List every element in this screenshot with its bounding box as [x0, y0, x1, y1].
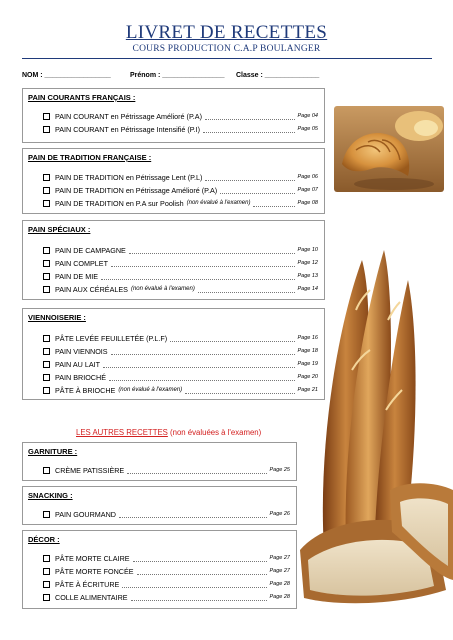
section-decor	[22, 530, 297, 609]
checkbox[interactable]	[43, 174, 50, 181]
list-item: PAIN DE CAMPAGNE Page 10	[43, 245, 318, 255]
section-title: VIENNOISERIE :	[28, 313, 86, 322]
list-item: PAIN DE MIE Page 13	[43, 271, 318, 281]
list-item: PAIN DE TRADITION en P.A sur Poolish (non évalué à l'examen) Page 08	[43, 198, 318, 208]
croissant-image	[334, 106, 444, 192]
checkbox[interactable]	[43, 273, 50, 280]
checkbox[interactable]	[43, 247, 50, 254]
section-title: GARNITURE :	[28, 447, 78, 456]
checkbox[interactable]	[43, 260, 50, 267]
checkbox[interactable]	[43, 348, 50, 355]
checkbox[interactable]	[43, 200, 50, 207]
section-pain-speciaux	[22, 220, 325, 300]
section-title: PAIN DE TRADITION FRANÇAISE :	[28, 153, 152, 162]
section-title: PAIN COURANTS FRANÇAIS :	[28, 93, 136, 102]
section-garniture	[22, 442, 297, 481]
list-item: PÂTE À BRIOCHE (non évalué à l'examen) Page 21	[43, 385, 318, 395]
checkbox[interactable]	[43, 126, 50, 133]
checkbox[interactable]	[43, 286, 50, 293]
checkbox[interactable]	[43, 467, 50, 474]
checkbox[interactable]	[43, 387, 50, 394]
list-item: PAIN COURANT en Pétrissage Intensifié (P.I) Page 05	[43, 124, 318, 134]
section-viennoiserie	[22, 308, 325, 400]
list-item: PÂTE MORTE CLAIRE Page 27	[43, 553, 290, 563]
section-title: DÉCOR :	[28, 535, 60, 544]
checkbox[interactable]	[43, 113, 50, 120]
list-item: CRÈME PATISSIÈRE Page 25	[43, 465, 290, 475]
list-item: PAIN GOURMAND Page 26	[43, 509, 290, 519]
baguettes-image	[296, 250, 453, 610]
list-item: PÂTE À ÉCRITURE Page 28	[43, 579, 290, 589]
checkbox[interactable]	[43, 374, 50, 381]
section-snacking	[22, 486, 297, 525]
list-item: PÂTE LEVÉE FEUILLETÉE (P.L.F) Page 16	[43, 333, 318, 343]
section-pain-courants	[22, 88, 325, 143]
checkbox[interactable]	[43, 361, 50, 368]
list-item: PAIN VIENNOIS Page 18	[43, 346, 318, 356]
list-item: PÂTE MORTE FONCÉE Page 27	[43, 566, 290, 576]
list-item: PAIN COURANT en Pétrissage Amélioré (P.A) Page 04	[43, 111, 318, 121]
list-item: PAIN AUX CÉRÉALES (non évalué à l'examen) Page 14	[43, 284, 318, 294]
page-title: LIVRET DE RECETTES	[125, 22, 328, 43]
list-item: PAIN COMPLET Page 12	[43, 258, 318, 268]
other-recipes-heading: LES AUTRES RECETTES (non évaluées à l'examen)	[76, 428, 262, 437]
section-title: PAIN SPÉCIAUX :	[28, 225, 91, 234]
prenom-field: Prénom : ________________	[130, 72, 225, 79]
checkbox[interactable]	[43, 594, 50, 601]
checkbox[interactable]	[43, 555, 50, 562]
nom-field: NOM : _________________	[22, 72, 111, 79]
checkbox[interactable]	[43, 581, 50, 588]
checkbox[interactable]	[43, 511, 50, 518]
list-item: PAIN BRIOCHÉ Page 20	[43, 372, 318, 382]
list-item: PAIN AU LAIT Page 19	[43, 359, 318, 369]
section-title: SNACKING :	[28, 491, 73, 500]
checkbox[interactable]	[43, 335, 50, 342]
classe-field: Classe : ______________	[236, 72, 320, 79]
list-item: PAIN DE TRADITION en Pétrissage Amélioré (P.A) Page 07	[43, 185, 318, 195]
checkbox[interactable]	[43, 187, 50, 194]
checkbox[interactable]	[43, 568, 50, 575]
page-subtitle: COURS PRODUCTION C.A.P BOULANGER	[132, 44, 321, 54]
title-rule	[22, 58, 432, 59]
section-pain-tradition	[22, 148, 325, 214]
list-item: PAIN DE TRADITION en Pétrissage Lent (P.L) Page 06	[43, 172, 318, 182]
list-item: COLLE ALIMENTAIRE Page 28	[43, 592, 290, 602]
